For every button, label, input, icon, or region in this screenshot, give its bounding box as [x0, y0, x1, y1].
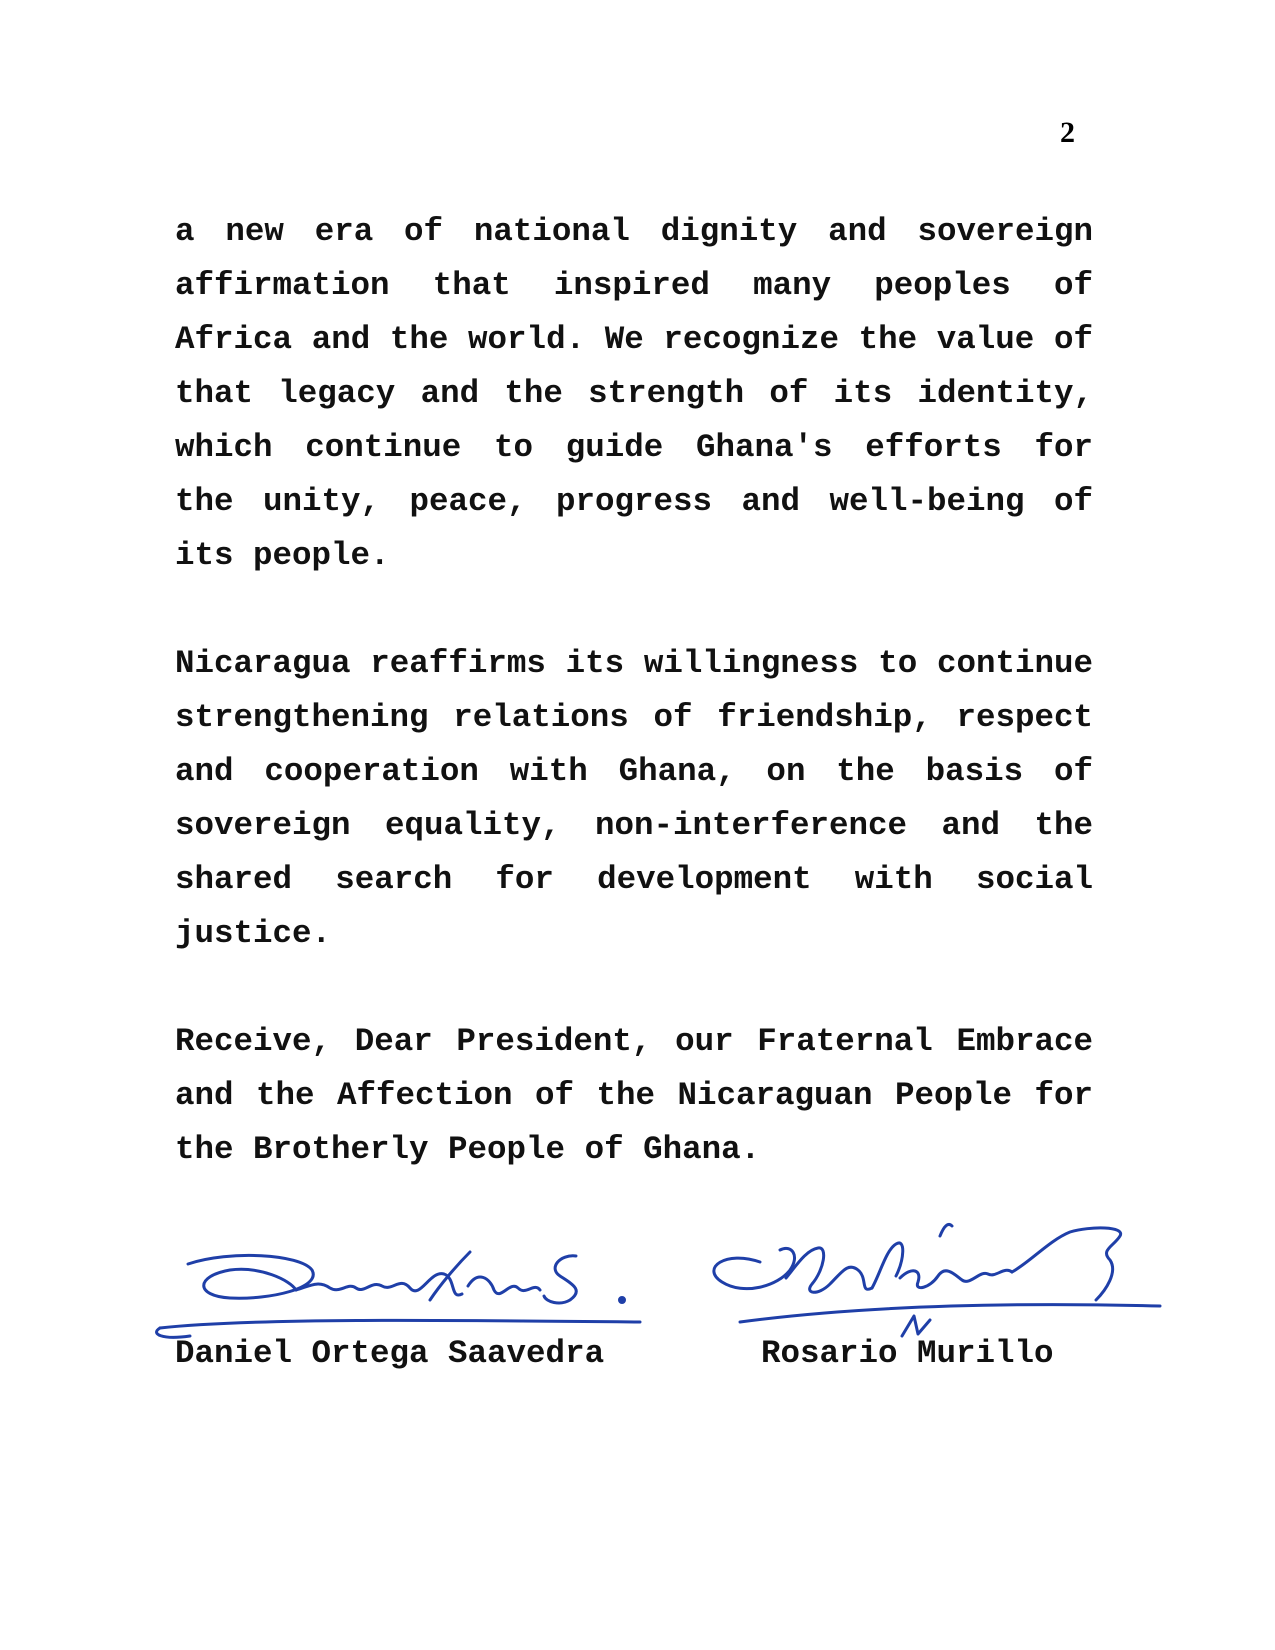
- paragraph-1-line-2: affirmation that inspired many peoples of: [175, 267, 1093, 304]
- paragraph-1-line-1: a new era of national dignity and sovereign: [175, 213, 1093, 250]
- paragraph-1-line-4: that legacy and the strength of its identity,: [175, 375, 1093, 412]
- paragraph-2-line-4: sovereign equality, non-interference and the: [175, 807, 1093, 844]
- paragraph-2-line-2: strengthening relations of friendship, respect: [175, 699, 1093, 736]
- paragraph-1-line-5: which continue to guide Ghana's efforts for: [175, 429, 1093, 466]
- paragraph-3-line-3: the Brotherly People of Ghana.: [175, 1131, 761, 1168]
- paragraph-2-line-3: and cooperation with Ghana, on the basis of: [175, 753, 1093, 790]
- paragraph-3-line-2: and the Affection of the Nicaraguan People for: [175, 1077, 1093, 1114]
- signatory-name-2: Rosario Murillo: [761, 1335, 1054, 1372]
- paragraph-1-line-3: Africa and the world. We recognize the value of: [175, 321, 1093, 358]
- paragraph-2-line-6: justice.: [175, 915, 332, 952]
- signature-murillo: [714, 1224, 1160, 1336]
- paragraph-1-line-6: the unity, peace, progress and well-being of: [175, 483, 1093, 520]
- paragraph-1-line-7: its people.: [175, 537, 390, 574]
- page-number: 2: [1060, 116, 1075, 149]
- paragraph-2-line-1: Nicaragua reaffirms its willingness to continue: [175, 645, 1093, 682]
- signature-ortega: [157, 1252, 640, 1337]
- paragraph-2-line-5: shared search for development with social: [175, 861, 1093, 898]
- paragraph-3-line-1: Receive, Dear President, our Fraternal Embrace: [175, 1023, 1093, 1060]
- signatory-name-1: Daniel Ortega Saavedra: [175, 1335, 605, 1372]
